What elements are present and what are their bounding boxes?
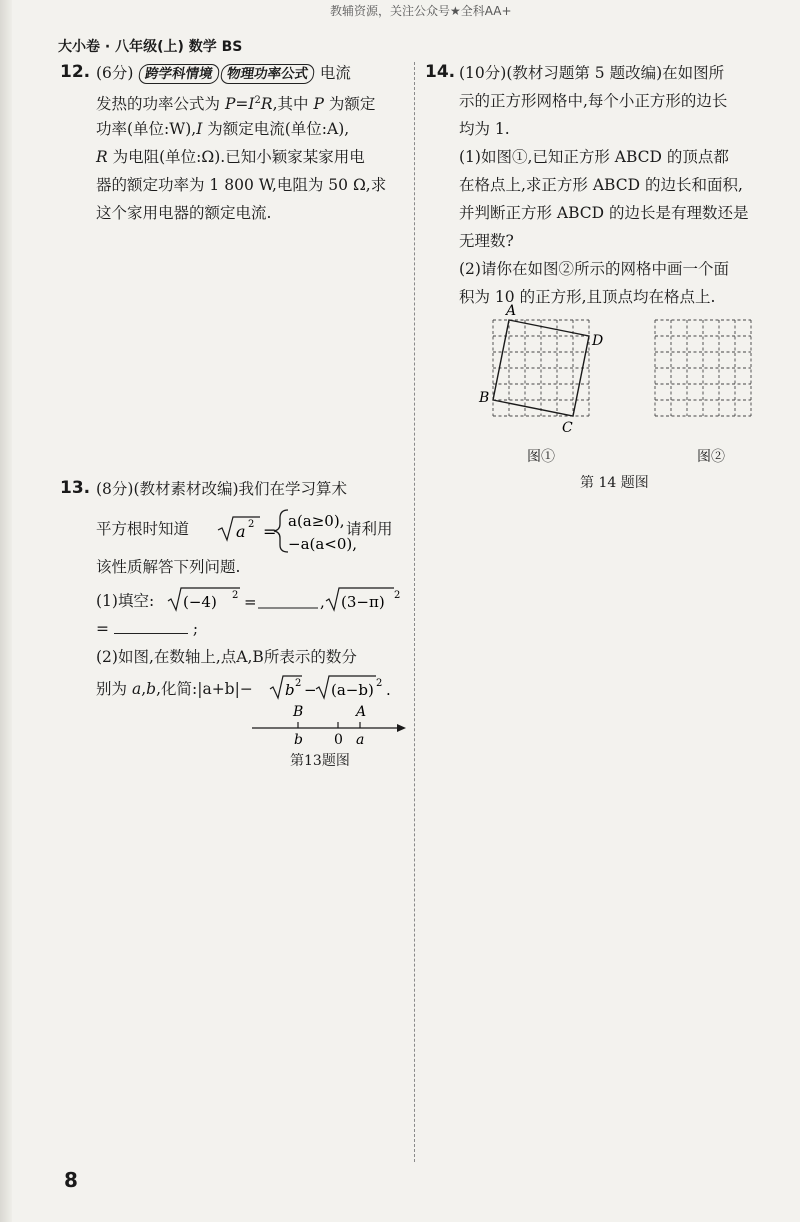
q12-formula-eq: = [235,95,249,114]
figure-1-label: 图① [527,449,555,465]
q12-formula-p: P [224,95,236,114]
q13-p1-label: (1)填空: [96,592,155,610]
tick-label-0: 0 [334,732,343,748]
q14-line-1: (10分)(教材习题第 5 题改编)在如图所 [459,64,725,82]
q12-score: (6分) [96,64,134,82]
q12-line-4 [96,146,365,168]
q13-text: ,化简:|a+b|− [156,680,253,698]
q12-text: 为电阻(单位:Ω).已知小颖家某家用电 [112,148,365,166]
q13-p2-sqrt1: b [285,681,295,699]
q13-p1-expr1: (−4) [183,593,217,611]
vertex-B: B [479,390,490,406]
q12-text: ,其中 [272,95,309,114]
q13-p1-eq2: = [96,620,109,638]
q12-tag-physics-formula: 物理功率公式 [220,64,316,84]
grid-lines-1 [493,320,589,416]
q13-line-1: (8分)(教材素材改编)我们在学习算术 [96,480,348,498]
q12-line-5: 器的额定功率为 1 800 W,电阻为 50 Ω,求 [96,176,387,194]
q14-line-2: 示的正方形网格中,每个小正方形的边长 [459,92,728,110]
q12-text: 为额定电流(单位:A), [207,120,350,138]
vertex-A: A [506,303,517,319]
q12-var-r: R [96,148,108,166]
q13-number: 13. [60,478,91,498]
page-number: 8 [64,1168,78,1192]
q14-p2-line-2: 积为 10 的正方形,且顶点均在格点上. [459,288,716,306]
q12-tag-interdisciplinary: 跨学科情境 [138,64,220,84]
number-line-arrow [397,724,406,732]
q13-p1-line-2 [96,618,198,640]
q13-p1-eq1: = [244,593,257,611]
q14-p1-line-2: 在格点上,求正方形 ABCD 的边长和面积, [459,176,743,194]
q13-line-2 [96,516,189,542]
q12-line-2 [96,90,375,115]
q12-line-6: 这个家用电器的额定电流. [96,204,272,222]
q13-text: 平方根时知道 [96,520,190,538]
q12-line-3 [96,118,349,140]
q12-line-1 [96,62,351,84]
q13-eq: = [263,522,277,541]
q12-text: 发热的功率公式为 [96,95,221,114]
book-spine-shadow [0,0,12,1222]
q13-p2-sqrt2-exp: 2 [376,678,383,689]
q13-p2-minus: − [304,681,317,699]
q13-line-3: 该性质解答下列问题. [96,558,241,576]
q12-text: 功率(单位:W), [96,120,197,138]
q13-text: 别为 [96,680,128,698]
q13-p1-expr2: (3−π) [341,593,385,611]
q13-p2-sqrt2: (a−b) [331,681,374,699]
column-divider [414,62,415,1162]
book-title: 大小卷 · 八年级(上) 数学 BS [58,39,243,55]
q12-number: 12. [60,62,91,82]
q12-line1-end: 电流 [319,64,351,82]
q12-formula-i: I [248,95,255,114]
q12-formula-r: R [260,95,273,114]
point-label-B: B [293,704,304,720]
q13-p1-comma: , [320,593,325,611]
q14-figure-caption: 第 14 题图 [580,475,649,491]
q13-p2-end: . [386,681,391,699]
q12-var-p: P [313,95,324,114]
q13-p1-blank-2[interactable] [114,619,188,634]
q12-text: 为额定 [328,95,376,114]
grid-lines-2 [655,320,751,416]
q14-grid-figure-2[interactable] [650,312,760,424]
q13-comma: , [141,680,147,698]
q13-case-1: a(a≥0), [288,512,345,530]
q13-p1-end: ; [192,620,199,638]
q14-line-3: 均为 1. [459,120,510,138]
q13-p1-expressions [166,584,406,616]
q13-var-b: b [146,680,157,698]
q13-var-a: a [131,680,142,698]
watermark: 教辅资源，关注公众号★全科AA+ [330,4,512,18]
q13-p2-line-2 [96,678,253,700]
q13-line-2-end: 请利用 [346,520,393,538]
tick-label-a: a [356,732,365,748]
q14-p2-line-1: (2)请你在如图②所示的网格中画一个面 [459,260,729,278]
q13-case-2: −a(a<0), [288,535,358,553]
q14-grid-figure-1 [470,302,610,438]
q14-p1-line-3: 并判断正方形 ABCD 的边长是有理数还是 [459,204,749,222]
square-ABCD [493,320,589,416]
tick-label-b: b [294,732,303,748]
vertex-C: C [562,420,573,436]
q13-p2-line-1: (2)如图,在数轴上,点A,B所表示的数分 [96,648,357,666]
q13-sqrt-var: a [236,522,246,541]
q14-p1-line-4: 无理数? [459,232,514,250]
q14-number: 14. [425,62,456,82]
q13-p1-expr1-exp: 2 [232,590,239,601]
figure-2-label: 图② [697,449,725,465]
q12-var-i: I [196,120,203,138]
q13-sqrt-exp: 2 [248,519,255,530]
q13-p2-sqrt1-exp: 2 [295,678,302,689]
q13-p1-expr2-exp: 2 [394,590,401,601]
q14-p1-line-1: (1)如图①,已知正方形 ABCD 的顶点都 [459,148,729,166]
point-label-A: A [356,704,367,720]
vertex-D: D [592,333,604,349]
q13-figure-caption: 第13题图 [290,753,350,769]
q12-formula-exp: 2 [254,95,261,106]
